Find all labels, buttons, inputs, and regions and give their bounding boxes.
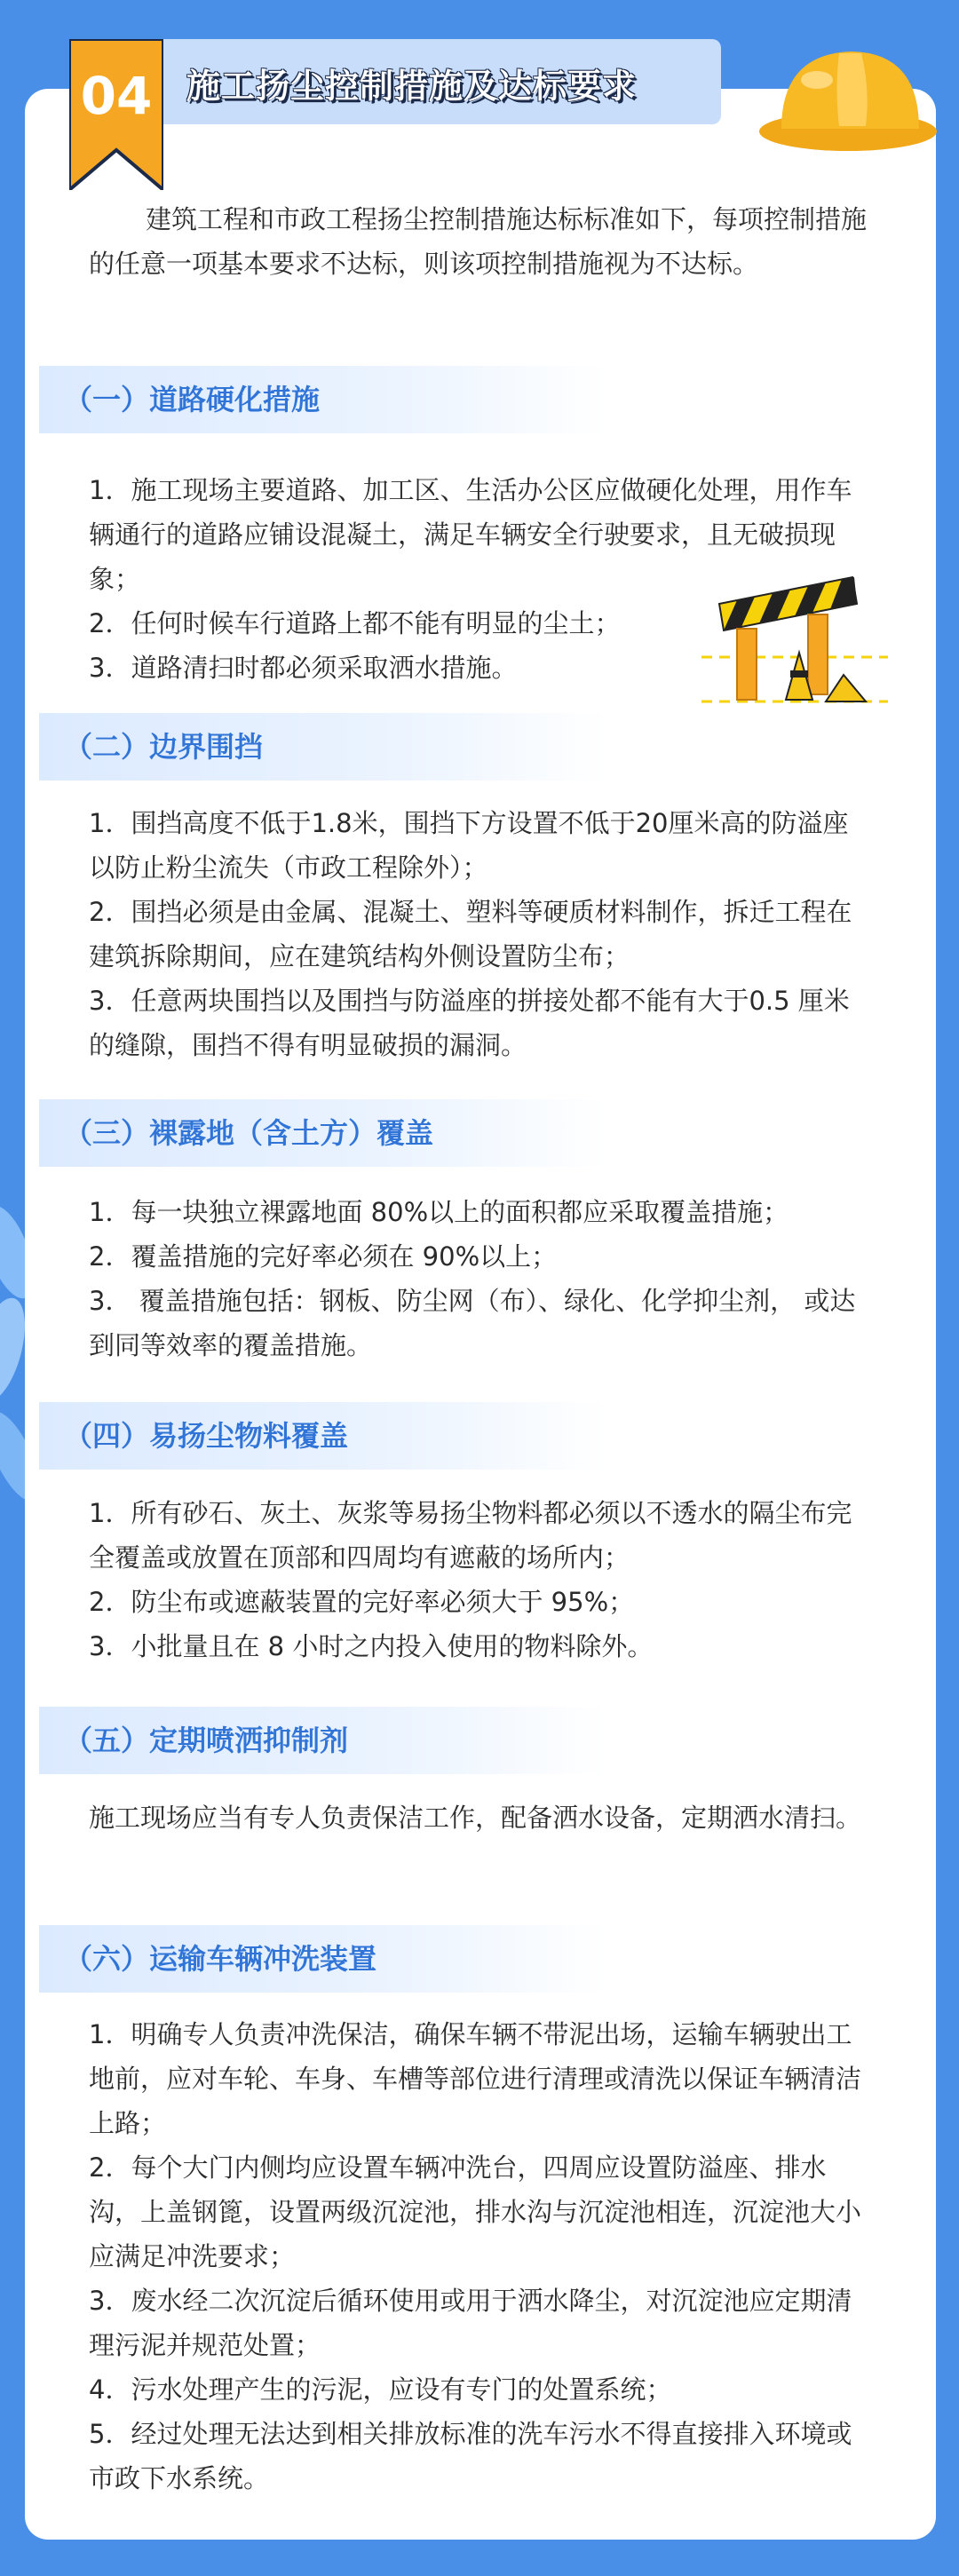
section-header-3 — [39, 1099, 607, 1167]
section-body-2 — [89, 801, 870, 1067]
section-title: （二）边界围挡 — [64, 730, 264, 764]
list-item: 2．每个大门内侧均应设置车辆冲洗台，四周应设置防溢座、排水沟，上盖钢篦，设置两级沉淀池，排水沟与沉淀池相连，沉淀池大小应满足冲洗要求； — [89, 2152, 862, 2271]
helmet-icon — [755, 27, 941, 160]
list-item: 施工现场应当有专人负责保洁工作，配备洒水设备，定期洒水清扫。 — [89, 1803, 862, 1833]
section-title: （四）易扬尘物料覆盖 — [64, 1419, 349, 1453]
list-item: 2．任何时候车行道路上都不能有明显的尘土； — [89, 608, 621, 638]
list-item: 1．围挡高度不低于1.8米，围挡下方设置不低于20厘米高的防溢座以防止粉尘流失（市政工程除外）； — [89, 808, 849, 883]
list-item: 5．经过处理无法达到相关排放标准的洗车污水不得直接排入环境或市政下水系统。 — [89, 2419, 852, 2493]
list-item: 1．明确专人负责冲洗保洁，确保车辆不带泥出场，运输车辆驶出工地前，应对车轮、车身、车槽等部位进行清理或清洗以保证车辆清洁上路； — [89, 2019, 862, 2138]
list-item: 1．所有砂石、灰土、灰浆等易扬尘物料都必须以不透水的隔尘布完全覆盖或放置在顶部和四周均有遮蔽的场所内； — [89, 1498, 852, 1573]
section-body-6 — [89, 2012, 870, 2501]
list-item: 3．废水经二次沉淀后循环使用或用于洒水降尘，对沉淀池应定期清理污泥并规范处置； — [89, 2286, 852, 2360]
list-item: 3．任意两块围挡以及围挡与防溢座的拼接处都不能有大于0.5 厘米的缝隙，围挡不得有明显破损的漏洞。 — [89, 986, 850, 1060]
section-body-5 — [89, 1795, 870, 1840]
list-item: 3．道路清扫时都必须采取洒水措施。 — [89, 653, 518, 683]
list-item: 2．防尘布或遮蔽装置的完好率必须大于 95%； — [89, 1587, 635, 1617]
section-header-2 — [39, 713, 607, 781]
section-header-4 — [39, 1402, 607, 1470]
section-header-1 — [39, 366, 607, 433]
section-title: （五）定期喷洒抑制剂 — [64, 1724, 349, 1757]
page-title: 施工扬尘控制措施及达标要求 — [186, 67, 638, 106]
list-item: 1．施工现场主要道路、加工区、生活办公区应做硬化处理，用作车辆通行的道路应铺设混凝土，满足车辆安全行驶要求，且无破损现象； — [89, 475, 852, 594]
section-body-4 — [89, 1491, 870, 1668]
section-body-3 — [89, 1190, 870, 1367]
list-item: 1．每一块独立裸露地面 80%以上的面积都应采取覆盖措施； — [89, 1197, 789, 1227]
list-item: 4．污水处理产生的污泥，应设有专门的处置系统； — [89, 2374, 672, 2405]
badge-number: 04 — [80, 66, 153, 126]
section-title: （一）道路硬化措施 — [64, 383, 321, 416]
section-header-5 — [39, 1707, 607, 1774]
list-item: 2．覆盖措施的完好率必须在 90%以上； — [89, 1241, 558, 1272]
list-item: 2．围挡必须是由金属、混凝土、塑料等硬质材料制作，拆迁工程在建筑拆除期间，应在建筑结构外侧设置防尘布； — [89, 897, 852, 971]
list-item: 3． 覆盖措施包括：钢板、防尘网（布）、绿化、化学抑尘剂， 或达到同等效率的覆盖措施。 — [89, 1286, 856, 1360]
section-title: （三）裸露地（含土方）覆盖 — [64, 1116, 434, 1150]
section-header-6 — [39, 1925, 607, 1993]
list-item: 3．小批量且在 8 小时之内投入使用的物料除外。 — [89, 1631, 654, 1661]
section-number-badge — [69, 39, 163, 190]
intro-paragraph: 建筑工程和市政工程扬尘控制措施达标标准如下，每项控制措施的任意一项基本要求不达标，则该项控制措施视为不达标。 — [89, 204, 868, 279]
road-barrier-icon — [701, 568, 888, 719]
section-title: （六）运输车辆冲洗装置 — [64, 1942, 377, 1976]
